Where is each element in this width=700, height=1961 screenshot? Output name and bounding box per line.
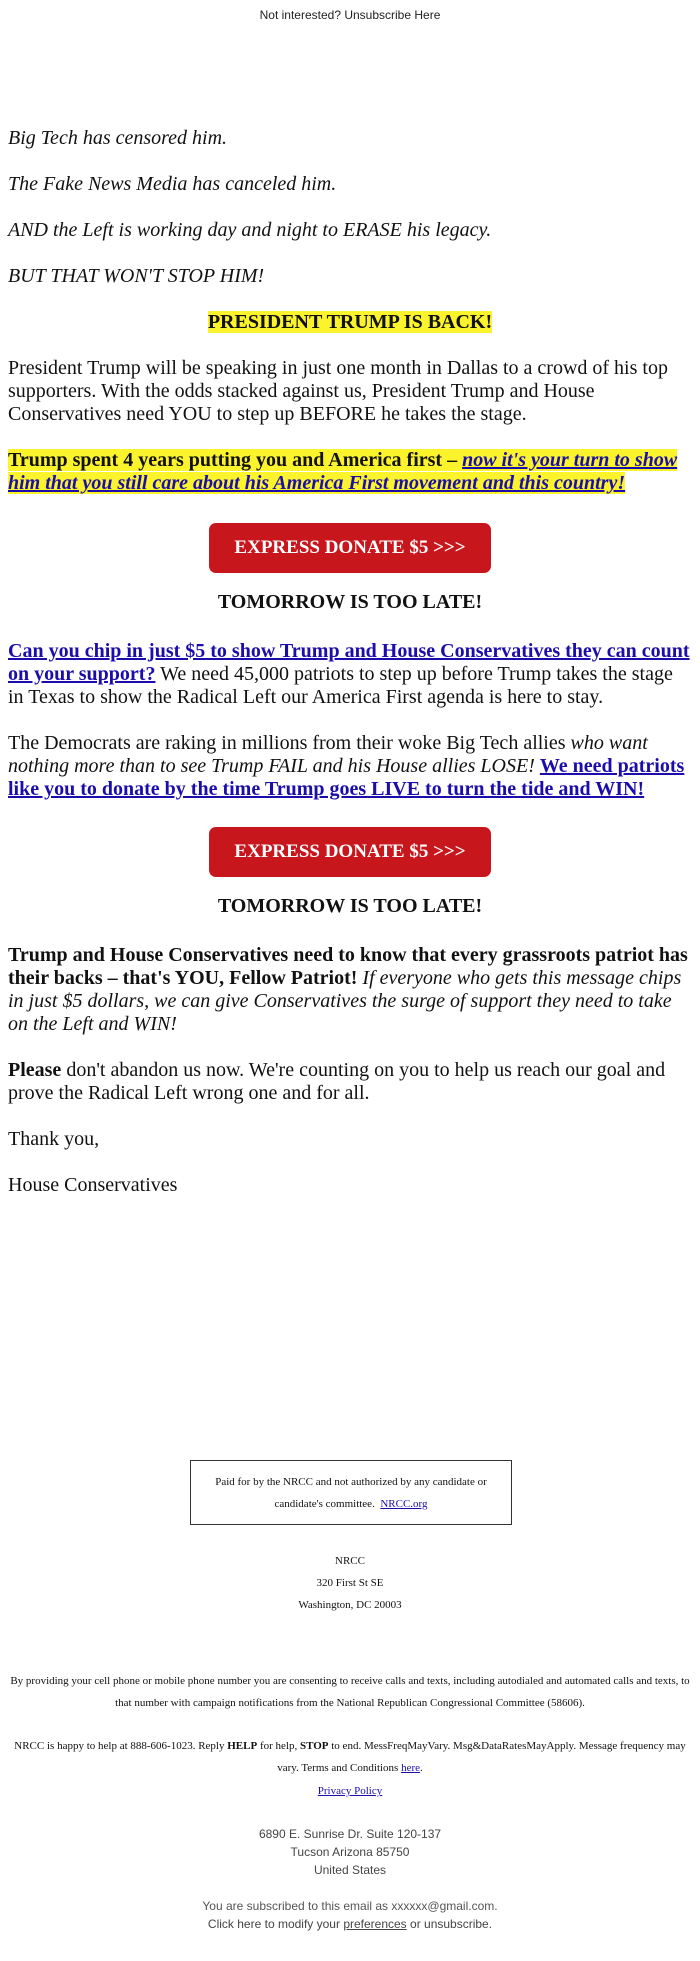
nrcc-org-link[interactable]: NRCC.org (380, 1498, 428, 1510)
body-line-canceled: The Fake News Media has canceled him. (8, 173, 337, 195)
help-suffix: to end. MessFreqMayVary. Msg&DataRatesMayApply. Message frequency may vary. Terms and Conditions (277, 1740, 686, 1774)
democrats-text: The Democrats are raking in millions from their woke Big Tech allies (8, 732, 571, 754)
modify-suffix: or unsubscribe. (406, 1917, 493, 1931)
footer-address-3: United States (313, 1863, 387, 1877)
mailer-footer (0, 1825, 700, 1933)
modify-preferences-row (0, 1915, 700, 1933)
closing-line: Thank you, (8, 1128, 100, 1150)
help-prefix: NRCC is happy to help at 888-606-1023. Reply (14, 1740, 228, 1752)
body-line-censored: Big Tech has censored him. (8, 127, 228, 149)
democrats-italic: who want nothing more than to see Trump FAIL and his House allies LOSE! (8, 732, 648, 777)
headline-text: PRESIDENT TRUMP IS BACK! (207, 311, 493, 333)
stop-keyword: STOP (299, 1740, 329, 1752)
address-city: Washington, DC 20003 (298, 1599, 402, 1611)
cta-row-1 (8, 523, 692, 573)
paragraph-speaking: President Trump will be speaking in just one month in Dallas to a crowd of his top supporters. With the odds stacked against us, President Trump and House Conservatives need YOU to step up BEFORE he takes the stage. (8, 357, 668, 425)
paragraph-please (8, 1059, 692, 1105)
address-street: 320 First St SE (316, 1577, 384, 1589)
email-body (8, 127, 692, 1197)
nrcc-address (0, 1550, 700, 1616)
help-keyword: HELP (227, 1740, 258, 1752)
consent-text: By providing your cell phone or mobile phone number you are consenting to receive calls and texts, including autodialed and automated calls and texts, to that number with campaign notifications from the National Republican Congressional Committee (58606). (10, 1675, 690, 1709)
please-bold: Please (8, 1059, 62, 1081)
privacy-policy-link[interactable]: Privacy Policy (317, 1785, 383, 1797)
paid-for-text: Paid for by the NRCC and not authorized by any candidate or candidate's committee. (215, 1476, 487, 1510)
too-late-heading-1: TOMORROW IS TOO LATE! (217, 591, 483, 613)
paid-for-disclaimer (190, 1460, 512, 1525)
too-late-heading-2: TOMORROW IS TOO LATE! (217, 895, 483, 917)
paragraph-turn-text: Trump spent 4 years putting you and America first – (8, 449, 463, 471)
chip-in-text: We need 45,000 patriots to step up before Trump takes the stage in Texas to show the Radical Left our America First agenda is here to stay. (8, 663, 673, 708)
sms-help-text (8, 1735, 692, 1779)
please-text: don't abandon us now. We're counting on you to help us reach our goal and prove the Radical Left wrong one and for all. (8, 1059, 666, 1104)
cta-row-2 (8, 827, 692, 877)
donate-live-link[interactable]: We need patriots like you to donate by the time Trump goes LIVE to turn the tide and WIN! (8, 755, 685, 800)
help-mid: for help, (257, 1740, 300, 1752)
preferences-link[interactable]: preferences (343, 1917, 407, 1931)
express-donate-button-2[interactable]: EXPRESS DONATE $5 >>> (209, 827, 491, 877)
paragraph-chip-in (8, 640, 692, 709)
terms-end: . (420, 1762, 423, 1774)
paragraph-turn-link[interactable]: now it's your turn to show him that you still care about his America First movement and this country! (8, 449, 678, 494)
footer-address-1: 6890 E. Sunrise Dr. Suite 120-137 (258, 1827, 442, 1841)
terms-link[interactable]: here (401, 1762, 421, 1774)
grassroots-italic: If everyone who gets this message chips in just $5 dollars, we can give Conservatives the surge of support they need to take on the Left and WIN! (8, 967, 682, 1035)
chip-in-link[interactable]: Can you chip in just $5 to show Trump and House Conservatives they can count on your support? (8, 640, 690, 685)
paragraph-democrats (8, 732, 692, 801)
subscribed-notice: You are subscribed to this email as xxxxxx@gmail.com. (202, 1899, 498, 1913)
paragraph-grassroots (8, 944, 692, 1036)
grassroots-bold: Trump and House Conservatives need to know that every grassroots patriot has their backs – that's YOU, Fellow Patriot! (8, 944, 688, 989)
express-donate-button-1[interactable]: EXPRESS DONATE $5 >>> (209, 523, 491, 573)
signature: House Conservatives (8, 1174, 178, 1196)
unsubscribe-link[interactable]: Not interested? Unsubscribe Here (259, 8, 441, 22)
body-line-erase: AND the Left is working day and night to ERASE his legacy. (8, 219, 492, 241)
paragraph-turn (8, 449, 692, 495)
footer-address-2: Tucson Arizona 85750 (290, 1845, 410, 1859)
headline (8, 311, 692, 334)
unsubscribe-bar (0, 8, 700, 22)
address-org: NRCC (335, 1555, 365, 1567)
body-line-wont-stop: BUT THAT WON'T STOP HIM! (8, 265, 265, 287)
modify-prefix: Click here to modify your (207, 1917, 344, 1931)
privacy-row (0, 1785, 700, 1797)
